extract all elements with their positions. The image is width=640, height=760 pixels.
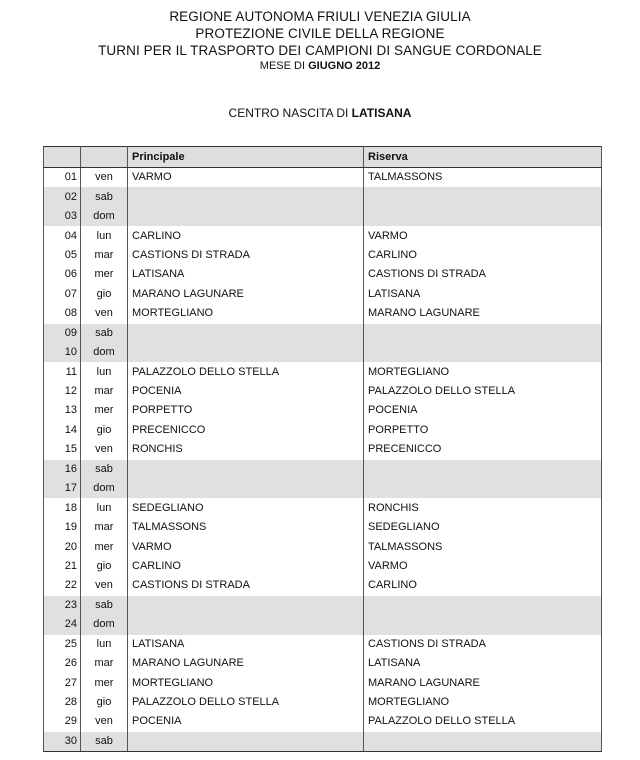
day-cell: 27 xyxy=(44,673,81,692)
riserva-cell: MARANO LAGUNARE xyxy=(364,304,602,323)
header-title: TURNI PER IL TRASPORTO DEI CAMPIONI DI SANGUE CORDONALE xyxy=(98,43,542,58)
table-row xyxy=(44,615,602,634)
riserva-cell: RONCHIS xyxy=(364,498,602,517)
riserva-cell xyxy=(364,324,602,343)
table-row xyxy=(44,518,602,537)
weekday-cell: gio xyxy=(81,285,128,304)
table-row xyxy=(44,479,602,498)
principale-cell: POCENIA xyxy=(128,712,364,731)
day-cell: 04 xyxy=(44,226,81,245)
weekday-cell: ven xyxy=(81,304,128,323)
principale-cell: RONCHIS xyxy=(128,440,364,459)
weekday-cell: gio xyxy=(81,557,128,576)
day-cell: 15 xyxy=(44,440,81,459)
principale-cell: MORTEGLIANO xyxy=(128,304,364,323)
day-cell: 06 xyxy=(44,265,81,284)
month-value: GIUGNO 2012 xyxy=(308,60,381,72)
riserva-cell: VARMO xyxy=(364,557,602,576)
principale-cell: SEDEGLIANO xyxy=(128,498,364,517)
principale-cell xyxy=(128,324,364,343)
center-prefix: CENTRO NASCITA DI xyxy=(228,106,352,120)
table-row xyxy=(44,440,602,459)
weekday-cell: dom xyxy=(81,207,128,226)
riserva-cell: LATISANA xyxy=(364,654,602,673)
table-header-row xyxy=(44,147,602,168)
riserva-cell: POCENIA xyxy=(364,401,602,420)
day-cell: 11 xyxy=(44,362,81,381)
day-cell: 14 xyxy=(44,421,81,440)
table-row xyxy=(44,732,602,752)
riserva-cell: CARLINO xyxy=(364,246,602,265)
principale-cell: TALMASSONS xyxy=(128,518,364,537)
weekday-cell: dom xyxy=(81,615,128,634)
weekday-cell: lun xyxy=(81,635,128,654)
day-cell: 21 xyxy=(44,557,81,576)
day-cell: 13 xyxy=(44,401,81,420)
riserva-cell xyxy=(364,460,602,479)
weekday-cell: mar xyxy=(81,654,128,673)
day-cell: 24 xyxy=(44,615,81,634)
principale-cell: CARLINO xyxy=(128,226,364,245)
document-header xyxy=(0,8,640,73)
table-row xyxy=(44,401,602,420)
riserva-cell: VARMO xyxy=(364,226,602,245)
riserva-cell xyxy=(364,207,602,226)
riserva-cell xyxy=(364,187,602,206)
day-cell: 19 xyxy=(44,518,81,537)
weekday-cell: dom xyxy=(81,343,128,362)
table-row xyxy=(44,382,602,401)
table-row xyxy=(44,324,602,343)
weekday-cell: mer xyxy=(81,401,128,420)
principale-cell: LATISANA xyxy=(128,635,364,654)
table-row xyxy=(44,712,602,731)
header-day xyxy=(44,147,81,168)
principale-cell: CASTIONS DI STRADA xyxy=(128,246,364,265)
header-region: REGIONE AUTONOMA FRIULI VENEZIA GIULIA xyxy=(169,9,471,24)
riserva-cell xyxy=(364,596,602,615)
day-cell: 07 xyxy=(44,285,81,304)
center-name: LATISANA xyxy=(351,106,412,120)
month-prefix: MESE DI xyxy=(259,60,309,72)
riserva-cell xyxy=(364,615,602,634)
riserva-cell: SEDEGLIANO xyxy=(364,518,602,537)
day-cell: 28 xyxy=(44,693,81,712)
day-cell: 10 xyxy=(44,343,81,362)
table-row xyxy=(44,362,602,381)
riserva-cell: LATISANA xyxy=(364,285,602,304)
principale-cell: MARANO LAGUNARE xyxy=(128,654,364,673)
weekday-cell: lun xyxy=(81,362,128,381)
principale-cell xyxy=(128,479,364,498)
weekday-cell: mer xyxy=(81,673,128,692)
birth-center-title xyxy=(0,106,640,120)
day-cell: 01 xyxy=(44,168,81,188)
riserva-cell xyxy=(364,732,602,752)
principale-cell xyxy=(128,343,364,362)
table-row xyxy=(44,654,602,673)
principale-cell xyxy=(128,596,364,615)
weekday-cell: lun xyxy=(81,226,128,245)
principale-cell: PALAZZOLO DELLO STELLA xyxy=(128,362,364,381)
riserva-cell: MARANO LAGUNARE xyxy=(364,673,602,692)
table-row xyxy=(44,576,602,595)
riserva-cell: TALMASSONS xyxy=(364,168,602,188)
weekday-cell: sab xyxy=(81,324,128,343)
day-cell: 12 xyxy=(44,382,81,401)
riserva-cell: PALAZZOLO DELLO STELLA xyxy=(364,382,602,401)
table-row xyxy=(44,557,602,576)
principale-cell: MARANO LAGUNARE xyxy=(128,285,364,304)
day-cell: 22 xyxy=(44,576,81,595)
principale-cell: PALAZZOLO DELLO STELLA xyxy=(128,693,364,712)
riserva-cell: PRECENICCO xyxy=(364,440,602,459)
day-cell: 20 xyxy=(44,537,81,556)
weekday-cell: sab xyxy=(81,460,128,479)
weekday-cell: ven xyxy=(81,168,128,188)
principale-cell: LATISANA xyxy=(128,265,364,284)
weekday-cell: ven xyxy=(81,440,128,459)
day-cell: 25 xyxy=(44,635,81,654)
principale-cell: CASTIONS DI STRADA xyxy=(128,576,364,595)
table-row xyxy=(44,343,602,362)
weekday-cell: ven xyxy=(81,712,128,731)
weekday-cell: dom xyxy=(81,479,128,498)
weekday-cell: mar xyxy=(81,246,128,265)
table-row xyxy=(44,168,602,188)
principale-cell: POCENIA xyxy=(128,382,364,401)
table-row xyxy=(44,498,602,517)
day-cell: 02 xyxy=(44,187,81,206)
riserva-cell: MORTEGLIANO xyxy=(364,362,602,381)
header-weekday xyxy=(81,147,128,168)
weekday-cell: mar xyxy=(81,382,128,401)
weekday-cell: lun xyxy=(81,498,128,517)
weekday-cell: mer xyxy=(81,537,128,556)
day-cell: 05 xyxy=(44,246,81,265)
weekday-cell: sab xyxy=(81,596,128,615)
table-row xyxy=(44,265,602,284)
principale-cell xyxy=(128,732,364,752)
riserva-cell: PORPETTO xyxy=(364,421,602,440)
weekday-cell: sab xyxy=(81,187,128,206)
day-cell: 09 xyxy=(44,324,81,343)
table-row xyxy=(44,246,602,265)
day-cell: 16 xyxy=(44,460,81,479)
weekday-cell: mar xyxy=(81,518,128,537)
principale-cell xyxy=(128,187,364,206)
riserva-cell: PALAZZOLO DELLO STELLA xyxy=(364,712,602,731)
principale-cell: VARMO xyxy=(128,537,364,556)
table-row xyxy=(44,421,602,440)
table-row xyxy=(44,635,602,654)
header-civil-protection: PROTEZIONE CIVILE DELLA REGIONE xyxy=(195,26,445,41)
principale-cell xyxy=(128,207,364,226)
header-month xyxy=(0,59,640,73)
header-riserva: Riserva xyxy=(364,147,602,168)
day-cell: 29 xyxy=(44,712,81,731)
weekday-cell: ven xyxy=(81,576,128,595)
principale-cell xyxy=(128,615,364,634)
day-cell: 08 xyxy=(44,304,81,323)
table-row xyxy=(44,304,602,323)
day-cell: 17 xyxy=(44,479,81,498)
principale-cell: PRECENICCO xyxy=(128,421,364,440)
riserva-cell: CARLINO xyxy=(364,576,602,595)
day-cell: 18 xyxy=(44,498,81,517)
riserva-cell xyxy=(364,479,602,498)
principale-cell: VARMO xyxy=(128,168,364,188)
principale-cell xyxy=(128,460,364,479)
riserva-cell: CASTIONS DI STRADA xyxy=(364,265,602,284)
riserva-cell: MORTEGLIANO xyxy=(364,693,602,712)
weekday-cell: gio xyxy=(81,693,128,712)
riserva-cell: CASTIONS DI STRADA xyxy=(364,635,602,654)
table-row xyxy=(44,537,602,556)
header-principale: Principale xyxy=(128,147,364,168)
weekday-cell: mer xyxy=(81,265,128,284)
weekday-cell: gio xyxy=(81,421,128,440)
day-cell: 30 xyxy=(44,732,81,752)
table-row xyxy=(44,596,602,615)
day-cell: 23 xyxy=(44,596,81,615)
table-row xyxy=(44,285,602,304)
table-row xyxy=(44,207,602,226)
schedule-table xyxy=(43,146,602,752)
schedule-body xyxy=(44,168,602,752)
weekday-cell: sab xyxy=(81,732,128,752)
principale-cell: PORPETTO xyxy=(128,401,364,420)
day-cell: 03 xyxy=(44,207,81,226)
table-row xyxy=(44,187,602,206)
principale-cell: MORTEGLIANO xyxy=(128,673,364,692)
table-row xyxy=(44,226,602,245)
day-cell: 26 xyxy=(44,654,81,673)
table-row xyxy=(44,460,602,479)
riserva-cell xyxy=(364,343,602,362)
principale-cell: CARLINO xyxy=(128,557,364,576)
riserva-cell: TALMASSONS xyxy=(364,537,602,556)
table-row xyxy=(44,673,602,692)
table-row xyxy=(44,693,602,712)
